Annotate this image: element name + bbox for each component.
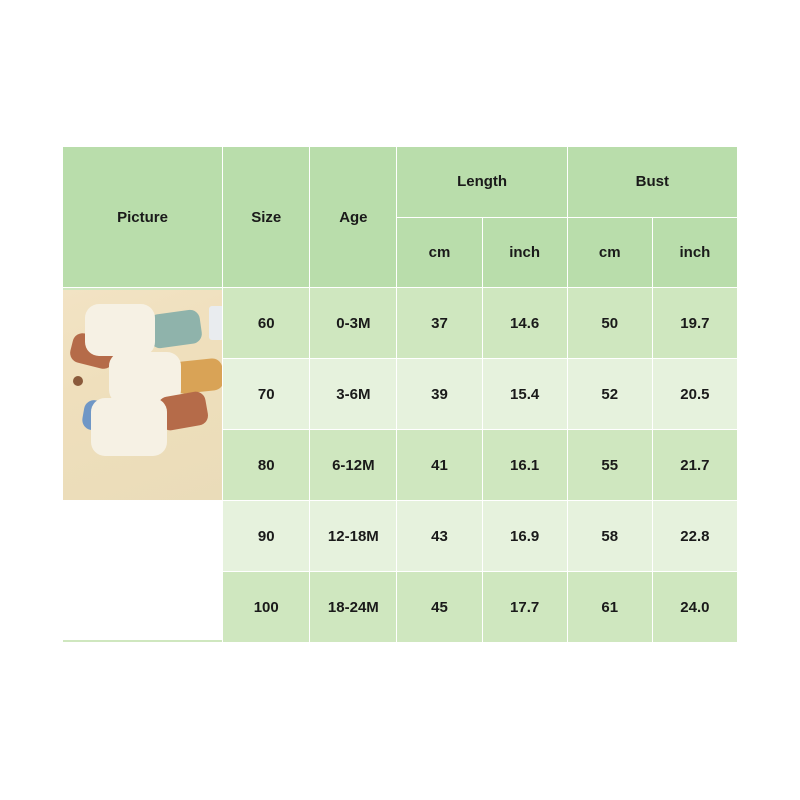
cell-length-inch: 16.9: [482, 501, 567, 572]
cell-age: 18-24M: [310, 572, 397, 643]
cell-bust-cm: 52: [567, 359, 652, 430]
cell-size: 70: [223, 359, 310, 430]
hang-tag: [209, 306, 222, 340]
header-length: Length: [397, 147, 567, 218]
size-chart-table: [62, 146, 738, 643]
sleeve-teal: [147, 309, 203, 350]
cell-age: 0-3M: [310, 288, 397, 359]
cell-length-cm: 37: [397, 288, 482, 359]
cell-bust-cm: 55: [567, 430, 652, 501]
cell-size: 100: [223, 572, 310, 643]
cell-bust-cm: 58: [567, 501, 652, 572]
product-photo-cell: [63, 288, 223, 643]
header-length-inch: inch: [482, 217, 567, 288]
header-length-cm: cm: [397, 217, 482, 288]
cell-length-inch: 16.1: [482, 430, 567, 501]
cell-length-inch: 15.4: [482, 359, 567, 430]
cell-bust-inch: 22.8: [652, 501, 737, 572]
cell-length-cm: 41: [397, 430, 482, 501]
romper-cream-3: [91, 398, 167, 456]
cell-length-inch: 14.6: [482, 288, 567, 359]
header-bust: Bust: [567, 147, 737, 218]
cell-bust-inch: 24.0: [652, 572, 737, 643]
cell-length-cm: 39: [397, 359, 482, 430]
header-bust-cm: cm: [567, 217, 652, 288]
header-age: Age: [310, 147, 397, 288]
cell-bust-inch: 19.7: [652, 288, 737, 359]
product-photo: [63, 290, 222, 640]
product-photo-image: [63, 290, 222, 500]
cell-age: 12-18M: [310, 501, 397, 572]
cell-bust-cm: 61: [567, 572, 652, 643]
cell-size: 80: [223, 430, 310, 501]
cell-length-inch: 17.7: [482, 572, 567, 643]
wooden-button: [73, 376, 83, 386]
cell-bust-inch: 20.5: [652, 359, 737, 430]
header-size: Size: [223, 147, 310, 288]
cell-size: 60: [223, 288, 310, 359]
header-row-top: [63, 147, 738, 218]
header-bust-inch: inch: [652, 217, 737, 288]
cell-length-cm: 43: [397, 501, 482, 572]
cell-size: 90: [223, 501, 310, 572]
cell-bust-cm: 50: [567, 288, 652, 359]
cell-age: 6-12M: [310, 430, 397, 501]
header-picture: Picture: [63, 147, 223, 288]
cell-length-cm: 45: [397, 572, 482, 643]
table-row: [63, 288, 738, 359]
romper-cream-1: [85, 304, 155, 356]
cell-age: 3-6M: [310, 359, 397, 430]
cell-bust-inch: 21.7: [652, 430, 737, 501]
